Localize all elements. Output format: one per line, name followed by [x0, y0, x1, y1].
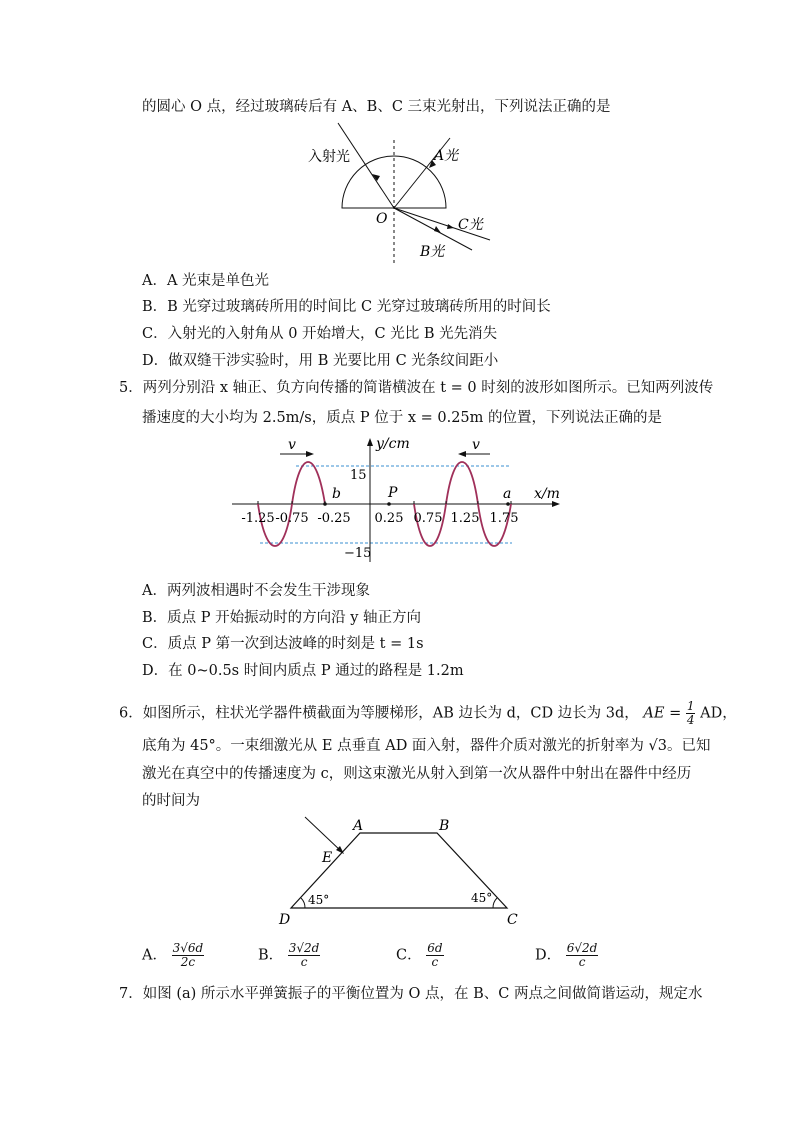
incident-ray — [338, 123, 394, 208]
q4-option-c: C．入射光的入射角从 0 开始增大，C 光比 B 光先消失 — [142, 326, 498, 342]
fraction-denominator: c — [300, 955, 308, 969]
incident-light-label: 入射光 — [308, 149, 350, 165]
angle-arc-right — [493, 898, 497, 908]
angle-right-label: 45° — [471, 891, 493, 905]
option-fraction — [288, 942, 321, 969]
question-6-line-1 — [119, 700, 737, 727]
point-p-label: P — [388, 485, 398, 501]
point-a — [506, 502, 510, 506]
q5-option-c: C．质点 P 第一次到达波峰的时刻是 t = 1s — [142, 636, 424, 652]
q4-option-b: B．B 光穿过玻璃砖所用的时间比 C 光穿过玻璃砖所用的时间长 — [142, 299, 551, 315]
ae-equals: AE = — [643, 705, 682, 722]
question-5-line-1: 5．两列分别沿 x 轴正、负方向传播的简谐横波在 t = 0 时刻的波形如图所示。已知两列波传 — [119, 380, 714, 396]
point-p — [387, 502, 391, 506]
tick-label: -0.75 — [275, 511, 309, 526]
q6-option-c — [396, 942, 444, 969]
fraction-numerator: 3√2d — [288, 941, 320, 955]
q6-option-b — [258, 942, 320, 969]
point-b — [323, 502, 327, 506]
vertex-b: B — [439, 818, 450, 834]
option-fraction — [566, 942, 599, 969]
left-arrow-icon — [458, 451, 466, 457]
q5-option-a: A．两列波相遇时不会发生干涉现象 — [142, 583, 370, 599]
question-6-line-2: 底角为 45°。一束细激光从 E 点垂直 AD 面入射，器件介质对激光的折射率为 √3。已知 — [142, 738, 711, 754]
tick-label: 1.25 — [450, 511, 480, 526]
question-5-line-2: 播速度的大小均为 2.5m/s，质点 P 位于 x = 0.25m 的位置，下列说法正确的是 — [142, 410, 663, 426]
y-min-label: −15 — [344, 546, 372, 561]
option-fraction — [172, 942, 205, 969]
fraction-denominator: 4 — [686, 713, 695, 727]
left-velocity-label: v — [288, 437, 296, 453]
fraction-denominator: c — [431, 955, 439, 969]
vertex-d: D — [279, 912, 291, 928]
q5-option-b: B．质点 P 开始振动时的方向沿 y 轴正方向 — [142, 610, 422, 626]
vertex-a: A — [353, 818, 364, 834]
y-axis-label: y/cm — [376, 436, 410, 452]
c-light-label: C光 — [458, 217, 483, 233]
angle-arc-left — [301, 898, 305, 908]
fraction-numerator: 6d — [427, 941, 443, 955]
glass-semicircle-figure — [300, 118, 500, 263]
x-axis-label: x/m — [534, 486, 560, 502]
q6-option-d — [535, 942, 598, 969]
ray-c-arrow-icon — [447, 224, 454, 229]
ray-b-arrow-icon — [434, 226, 441, 233]
wave-graph — [228, 432, 568, 570]
point-e: E — [322, 850, 333, 866]
b-light-label: B光 — [420, 244, 445, 260]
y-axis-arrow-icon — [367, 438, 373, 446]
fraction-numerator: 3√6d — [172, 941, 204, 955]
fraction-numerator: 1 — [686, 699, 695, 713]
option-letter: B． — [258, 947, 284, 964]
question-7-line-1: 7．如图 (a) 所示水平弹簧振子的平衡位置为 O 点，在 B、C 两点之间做简谐运动，规定水 — [119, 986, 703, 1002]
q4-option-d: D．做双缝干涉实验时，用 B 光要比用 C 光条纹间距小 — [142, 353, 499, 369]
tick-label: 0.25 — [374, 511, 404, 526]
laser-beam — [305, 817, 342, 852]
angle-left-label: 45° — [308, 893, 330, 907]
option-letter: C． — [396, 947, 422, 964]
fraction-numerator: 6√2d — [566, 941, 598, 955]
y-max-label: 15 — [350, 468, 367, 483]
tick-label: 0.75 — [413, 511, 443, 526]
option-fraction — [426, 942, 443, 969]
trapezoid-figure — [275, 812, 530, 932]
tick-label: -1.25 — [241, 511, 275, 526]
a-light-label: A光 — [434, 148, 459, 164]
fraction-denominator: c — [578, 955, 586, 969]
question-6-line-3: 激光在真空中的传播速度为 c，则这束激光从射入到第一次从器件中射出在器件中经历 — [142, 766, 692, 782]
question-4-intro: 的圆心 O 点，经过玻璃砖后有 A、B、C 三束光射出，下列说法正确的是 — [142, 99, 611, 115]
question-6-line-1-text: 6．如图所示，柱状光学器件横截面为等腰梯形，AB 边长为 d，CD 边长为 3d， — [119, 705, 639, 722]
center-o-label: O — [376, 211, 388, 227]
point-b-label: b — [332, 486, 341, 502]
q5-option-d: D．在 0~0.5s 时间内质点 P 通过的路程是 1.2m — [142, 663, 464, 679]
option-letter: D． — [535, 947, 562, 964]
right-arrow-icon — [306, 451, 314, 457]
fraction-denominator: 2c — [180, 955, 196, 969]
point-a-label: a — [503, 486, 512, 502]
q4-option-a: A．A 光束是单色光 — [142, 273, 270, 289]
right-velocity-label: v — [472, 437, 480, 453]
option-letter: A． — [142, 947, 167, 964]
q6-option-a — [142, 942, 204, 969]
vertex-c: C — [507, 912, 518, 928]
question-6-line-4: 的时间为 — [142, 793, 200, 809]
ad-segment: AD， — [700, 705, 737, 722]
tick-label: -0.25 — [317, 511, 351, 526]
quarter-fraction — [686, 700, 696, 727]
tick-label: 1.75 — [489, 511, 519, 526]
